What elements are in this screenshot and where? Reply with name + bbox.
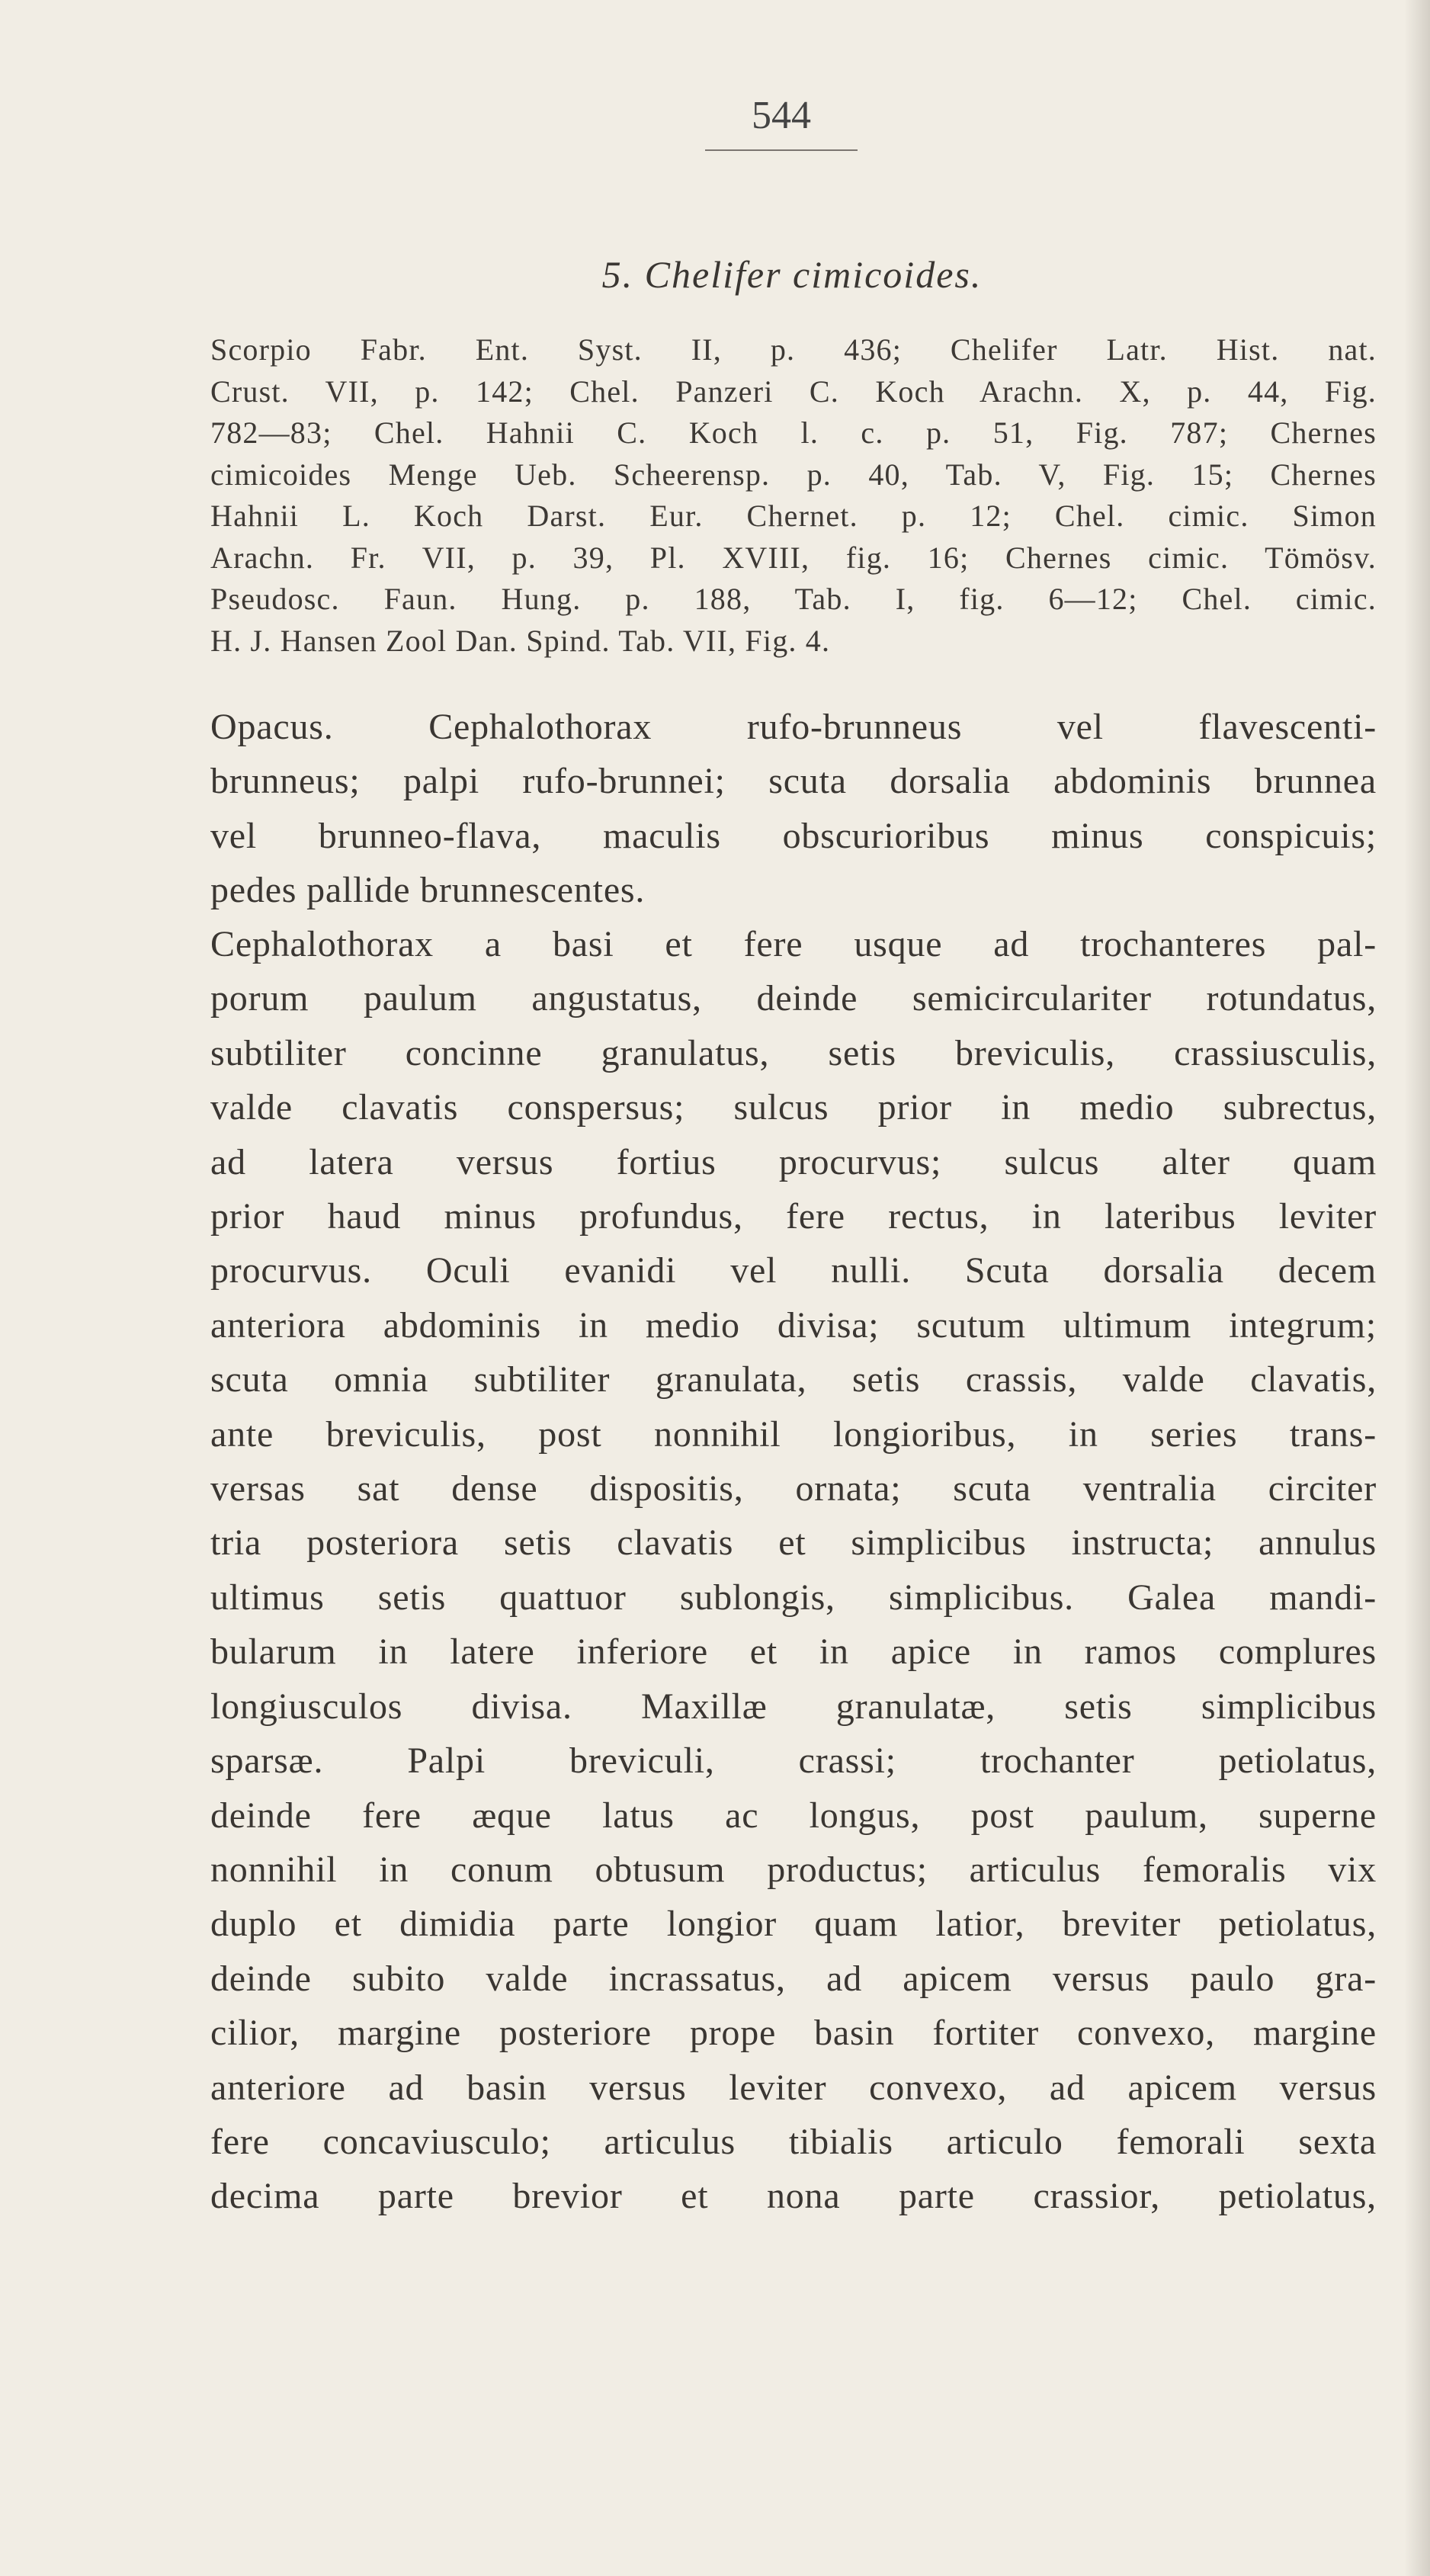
paragraph-line: Cephalothorax a basi et fere usque ad trochanteres pal- [210, 924, 1377, 964]
paragraph-line: Opacus. Cephalothorax rufo-brunneus vel flavescenti- [210, 707, 1377, 747]
paragraph-line: porum paulum angustatus, deinde semicirculariter rotundatus, [210, 978, 1377, 1019]
paragraph-line: cilior, margine posteriore prope basin fortiter convexo, margine [210, 2013, 1377, 2054]
page-number-rule [705, 149, 858, 151]
paragraph-line: decima parte brevior et nona parte crassior, petiolatus, [210, 2176, 1377, 2217]
paragraph-line: anteriore ad basin versus leviter convexo, ad apicem versus [210, 2067, 1377, 2108]
synonymy-line: Pseudosc. Faun. Hung. p. 188, Tab. I, fig. 6—12; Chel. cimic. [210, 582, 1377, 616]
paragraph-line: nonnihil in conum obtusum productus; articulus femoralis vix [210, 1849, 1377, 1890]
paragraph-line: sparsæ. Palpi breviculi, crassi; trochanter petiolatus, [210, 1740, 1377, 1782]
paragraph-line: scuta omnia subtiliter granulata, setis crassis, valde clavatis, [210, 1359, 1377, 1400]
description-paragraph-color [210, 700, 1377, 918]
paragraph-line: bularum in latere inferiore et in apice in ramos complures [210, 1631, 1377, 1673]
synonymy-line: Hahnii L. Koch Darst. Eur. Chernet. p. 12; Chel. cimic. Simon [210, 499, 1377, 533]
paragraph-line: pedes pallide brunnescentes. [210, 870, 646, 911]
paragraph-line: longiusculos divisa. Maxillæ granulatæ, setis simplicibus [210, 1686, 1377, 1727]
synonymy-block [210, 329, 1377, 662]
paragraph-line: versas sat dense dispositis, ornata; scuta ventralia circiter [210, 1468, 1377, 1509]
description-paragraph-morphology [210, 917, 1377, 2224]
synonymy-line: Scorpio Fabr. Ent. Syst. II, p. 436; Chelifer Latr. Hist. nat. [210, 332, 1377, 367]
paragraph-line: duplo et dimidia parte longior quam latior, breviter petiolatus, [210, 1904, 1377, 1945]
paragraph-line: ultimus setis quattuor sublongis, simplicibus. Galea mandi- [210, 1577, 1377, 1618]
paragraph-line: subtiliter concinne granulatus, setis breviculis, crassiusculis, [210, 1032, 1377, 1073]
synonymy-line: Crust. VII, p. 142; Chel. Panzeri C. Koch Arachn. X, p. 44, Fig. [210, 374, 1377, 409]
paragraph-line: deinde fere æque latus ac longus, post paulum, superne [210, 1795, 1377, 1836]
paragraph-line: fere concaviusculo; articulus tibialis articulo femorali sexta [210, 2121, 1377, 2162]
paragraph-line: tria posteriora setis clavatis et simplicibus instructa; annulus [210, 1522, 1377, 1564]
paragraph-line: prior haud minus profundus, fere rectus, in lateribus leviter [210, 1196, 1377, 1237]
synonymy-line: H. J. Hansen Zool Dan. Spind. Tab. VII, Fig. 4. [210, 623, 831, 658]
page-edge-shadow [1404, 0, 1430, 2576]
paragraph-line: anteriora abdominis in medio divisa; scutum ultimum integrum; [210, 1304, 1377, 1346]
paragraph-line: vel brunneo-flava, maculis obscurioribus minus conspicuis; [210, 815, 1377, 856]
synonymy-line: Arachn. Fr. VII, p. 39, Pl. XVIII, fig. 16; Chernes cimic. Tömösv. [210, 540, 1377, 575]
paragraph-line: valde clavatis conspersus; sulcus prior in medio subrectus, [210, 1087, 1377, 1128]
page-number: 544 [752, 94, 811, 137]
paragraph-line: procurvus. Oculi evanidi vel nulli. Scuta dorsalia decem [210, 1250, 1377, 1291]
paragraph-line: brunneus; palpi rufo-brunnei; scuta dorsalia abdominis brunnea [210, 761, 1377, 802]
species-title: 5. Chelifer cimicoides. [601, 253, 983, 296]
synonymy-line: 782—83; Chel. Hahnii C. Koch l. c. p. 51, Fig. 787; Chernes [210, 415, 1377, 450]
paragraph-line: ante breviculis, post nonnihil longioribus, in series trans- [210, 1413, 1377, 1455]
paragraph-line: deinde subito valde incrassatus, ad apicem versus paulo gra- [210, 1958, 1377, 1999]
synonymy-line: cimicoides Menge Ueb. Scheerensp. p. 40, Tab. V, Fig. 15; Chernes [210, 457, 1377, 492]
paragraph-line: ad latera versus fortius procurvus; sulcus alter quam [210, 1141, 1377, 1182]
